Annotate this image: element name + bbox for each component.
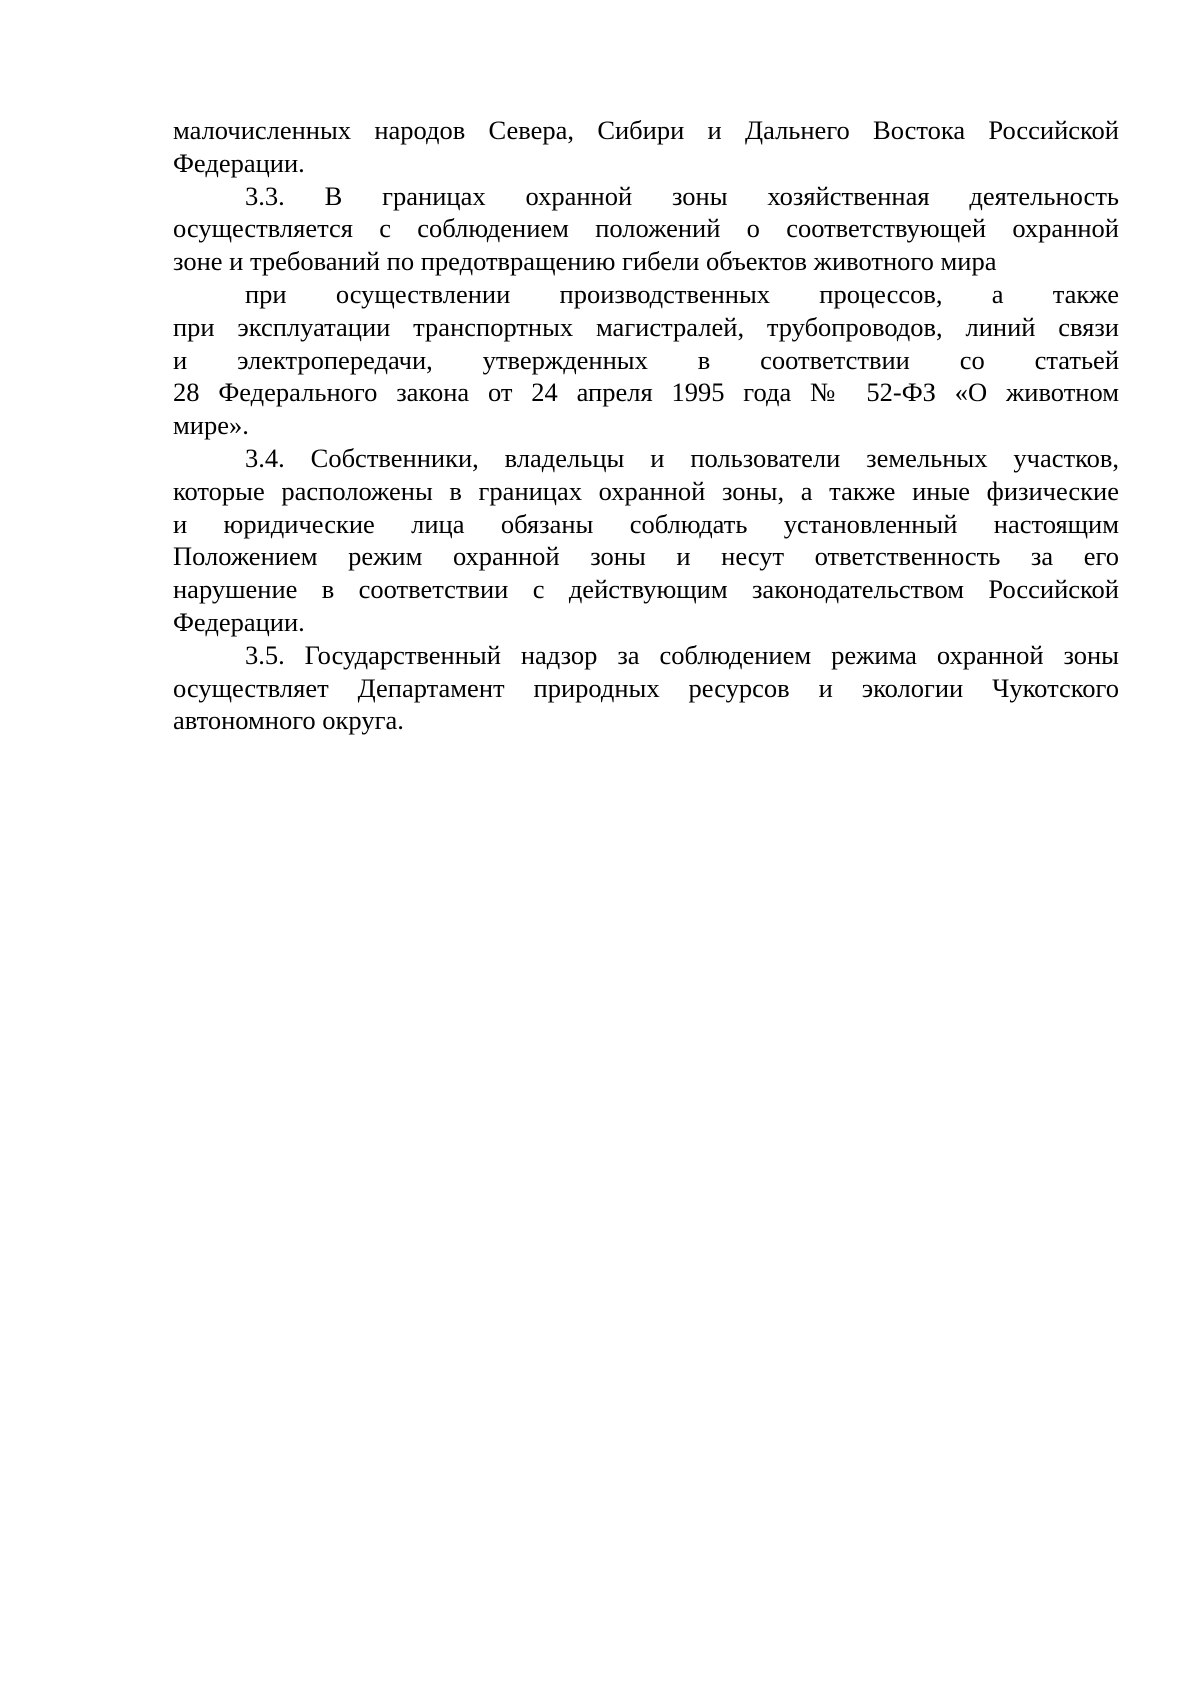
document-text-line: мире».: [173, 410, 249, 441]
document-text-line: и электропередачи, утвержденных в соответствии со статьей: [173, 344, 1119, 375]
document-text-line: зоне и требований по предотвращению гибели объектов животного мира: [173, 246, 997, 277]
document-text-line: 3.3. В границах охранной зоны хозяйственная деятельность: [245, 180, 1119, 211]
document-text-line: Федерации.: [173, 606, 305, 637]
document-text-line: Федерации.: [173, 147, 305, 178]
document-text-line: и юридические лица обязаны соблюдать установленный настоящим: [173, 508, 1119, 539]
document-text-line: автономного округа.: [173, 705, 404, 736]
document-text-line: которые расположены в границах охранной зоны, а также иные физические: [173, 475, 1119, 506]
document-text-line: 28 Федерального закона от 24 апреля 1995 года № 52-ФЗ «О животном: [173, 377, 1119, 408]
document-body-text: [173, 114, 1119, 737]
document-text-line: при эксплуатации транспортных магистралей, трубопроводов, линий связи: [173, 311, 1119, 342]
document-text-line: малочисленных народов Севера, Сибири и Дальнего Востока Российской: [173, 115, 1119, 145]
document-text-line: нарушение в соответствии с действующим законодательством Российской: [173, 574, 1119, 605]
document-text-line: при осуществлении производственных процессов, а также: [245, 278, 1119, 309]
document-text-line: 3.4. Собственники, владельцы и пользователи земельных участков,: [245, 442, 1119, 473]
document-text-line: осуществляет Департамент природных ресурсов и экологии Чукотского: [173, 672, 1119, 703]
document-text-line: Положением режим охранной зоны и несут ответственность за его: [173, 541, 1119, 572]
document-text-line: осуществляется с соблюдением положений о соответствующей охранной: [173, 213, 1119, 244]
document-text-line: 3.5. Государственный надзор за соблюдением режима охранной зоны: [245, 639, 1119, 670]
